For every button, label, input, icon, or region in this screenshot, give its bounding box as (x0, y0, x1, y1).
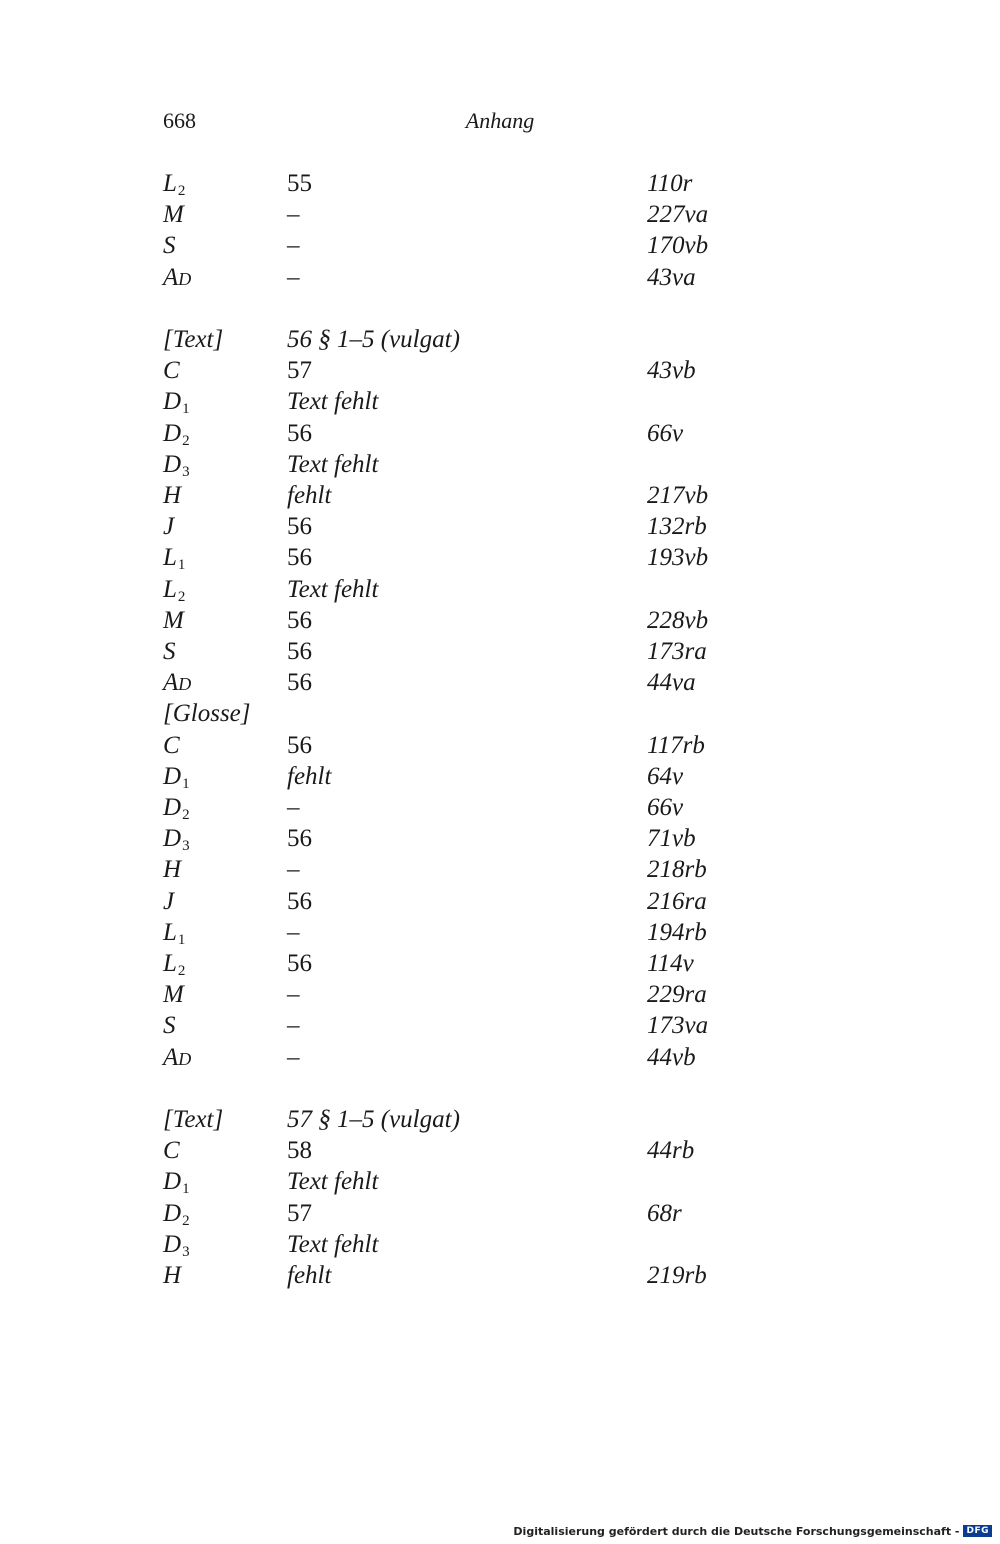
folio-ref: 170vb (647, 232, 709, 260)
chapter-ref: 56 (287, 950, 312, 977)
siglum-subscript: 3 (182, 1243, 190, 1260)
siglum-subscript: 3 (182, 463, 190, 480)
siglum-letter: D (163, 450, 182, 478)
footer-text: Digitalisierung gefördert durch die Deutsche Forschungsgemeinschaft - (513, 1524, 960, 1538)
siglum-letter: D (163, 1230, 182, 1258)
chapter-ref: – (287, 232, 300, 260)
table-row (0, 917, 1000, 948)
siglum-subscript: 1 (182, 775, 190, 792)
siglum-letter: C (163, 731, 180, 759)
siglum (163, 199, 184, 230)
table-row (0, 574, 1000, 605)
siglum-letter: L (163, 544, 177, 572)
table-row (0, 605, 1000, 636)
siglum (163, 511, 174, 542)
siglum (163, 730, 180, 761)
siglum-letter: L (163, 170, 177, 197)
table-row (0, 886, 1000, 917)
siglum-letter: J (163, 887, 175, 915)
folio-ref: 229ra (647, 981, 707, 1009)
siglum-letter: D (163, 794, 182, 821)
siglum-subscript: 2 (182, 1212, 190, 1229)
table-row (0, 698, 1000, 729)
table-row (0, 480, 1000, 511)
siglum (163, 230, 176, 261)
chapter-ref: – (287, 856, 300, 884)
table-row (0, 1198, 1000, 1229)
table-row (0, 230, 1000, 261)
folio-ref: 217vb (647, 482, 709, 509)
folio-ref: 44va (647, 669, 696, 697)
table-row (0, 542, 1000, 573)
chapter-ref: 56 (287, 887, 312, 915)
chapter-ref: 55 (287, 170, 312, 197)
table-row (0, 730, 1000, 761)
folio-ref: 173va (647, 1012, 709, 1040)
siglum-letter: M (163, 981, 184, 1009)
siglum (163, 1104, 223, 1135)
chapter-ref: – (287, 918, 300, 946)
siglum-letter: J (163, 513, 175, 541)
table-row (0, 761, 1000, 792)
siglum-letter: H (163, 482, 182, 509)
dfg-logo: DFG (963, 1525, 992, 1537)
siglum-subscript: 1 (177, 931, 186, 948)
table-row (0, 1260, 1000, 1291)
table-row (0, 667, 1000, 698)
folio-ref: 117rb (647, 731, 705, 759)
chapter-ref: 56 (287, 544, 312, 572)
folio-ref: 71vb (647, 825, 696, 853)
siglum-smallcap: D (178, 268, 192, 289)
siglum-letter: S (163, 1012, 176, 1040)
chapter-ref: fehlt (287, 762, 332, 790)
siglum-letter: L (163, 950, 177, 977)
siglum-letter: S (163, 638, 176, 665)
chapter-ref: – (287, 201, 300, 229)
chapter-ref: fehlt (287, 482, 332, 509)
siglum-letter: C (163, 357, 180, 385)
siglum-letter: H (163, 1262, 182, 1289)
table-row (0, 1135, 1000, 1166)
folio-ref: 173ra (647, 638, 707, 665)
siglum (163, 886, 174, 917)
siglum (163, 1010, 176, 1041)
siglum (163, 698, 251, 729)
table-row (0, 449, 1000, 480)
siglum-letter: D (163, 388, 182, 416)
chapter-ref: 56 (287, 731, 312, 759)
folio-ref: 64v (647, 762, 684, 790)
chapter-ref: – (287, 1012, 300, 1040)
siglum (163, 1135, 180, 1166)
folio-ref: 219rb (647, 1262, 707, 1289)
siglum (163, 1260, 181, 1291)
folio-ref: 44vb (647, 1043, 696, 1071)
chapter-ref: 56 (287, 419, 312, 447)
folio-ref: 216ra (647, 887, 707, 915)
table-row (0, 823, 1000, 854)
siglum-letter: D (163, 762, 182, 790)
siglum-subscript: 2 (182, 807, 190, 823)
siglum-letter: M (163, 201, 184, 229)
siglum (163, 979, 184, 1010)
folio-ref: 132rb (647, 513, 707, 541)
chapter-ref: 57 § 1–5 (vulgat) (287, 1106, 460, 1133)
siglum-letter: L (163, 575, 177, 603)
table-row (0, 792, 1000, 823)
folio-ref: 66v (647, 419, 684, 447)
siglum-letter: [Text] (163, 1106, 224, 1133)
siglum-letter: [Text] (163, 326, 224, 353)
siglum (163, 854, 181, 885)
running-title: Anhang (465, 108, 535, 133)
chapter-ref: Text fehlt (287, 1230, 379, 1258)
folio-ref: 218rb (647, 856, 707, 884)
siglum-letter: M (163, 606, 184, 634)
table-row (0, 262, 1000, 293)
folio-ref: 68r (647, 1199, 682, 1227)
table-row (0, 854, 1000, 885)
table-row (0, 1104, 1000, 1135)
table-row (0, 355, 1000, 386)
page-number: 668 (163, 108, 196, 133)
siglum-letter: H (163, 856, 182, 884)
table-row (0, 1010, 1000, 1041)
table-row (0, 418, 1000, 449)
table-row (0, 948, 1000, 979)
folio-ref: 193vb (647, 544, 709, 572)
siglum (163, 324, 223, 355)
table-row (0, 386, 1000, 417)
chapter-ref: – (287, 981, 300, 1009)
siglum-subscript: 2 (177, 588, 186, 605)
table-row (0, 511, 1000, 542)
siglum (163, 262, 191, 295)
chapter-ref: 57 (287, 1199, 312, 1227)
folio-ref: 114v (647, 950, 694, 977)
siglum (163, 636, 176, 667)
chapter-ref: fehlt (287, 1262, 332, 1289)
table-row (0, 168, 1000, 199)
siglum-letter: L (163, 918, 177, 946)
siglum-letter: A (163, 669, 179, 697)
table-row (0, 199, 1000, 230)
folio-ref: 44rb (647, 1137, 695, 1165)
siglum (163, 667, 191, 700)
folio-ref: 227va (647, 201, 709, 229)
siglum-subscript: 3 (182, 838, 190, 855)
folio-ref: 194rb (647, 918, 707, 946)
folio-ref: 66v (647, 794, 684, 821)
folio-ref: 110r (647, 170, 693, 197)
folio-ref: 43vb (647, 357, 696, 385)
siglum (163, 480, 181, 511)
chapter-ref: 58 (287, 1137, 312, 1165)
chapter-ref: – (287, 1043, 300, 1071)
chapter-ref: 56 § 1–5 (vulgat) (287, 326, 460, 353)
chapter-ref: Text fehlt (287, 1168, 379, 1196)
table-row (0, 636, 1000, 667)
siglum-letter: D (163, 1199, 182, 1227)
siglum-subscript: 2 (182, 432, 190, 449)
table-row (0, 1042, 1000, 1073)
chapter-ref: 56 (287, 825, 312, 853)
siglum-letter: D (163, 825, 182, 853)
siglum-letter: D (163, 1168, 182, 1196)
siglum-subscript: 2 (177, 183, 186, 199)
siglum-letter: S (163, 232, 176, 260)
siglum (163, 1042, 191, 1075)
siglum-smallcap: D (178, 674, 192, 695)
siglum-smallcap: D (178, 1048, 192, 1069)
siglum (163, 355, 180, 386)
chapter-ref: 56 (287, 606, 312, 634)
siglum-letter: A (163, 1043, 179, 1071)
chapter-ref: 57 (287, 357, 312, 385)
siglum-subscript: 1 (182, 401, 190, 418)
table-row (0, 1229, 1000, 1260)
folio-ref: 228vb (647, 606, 709, 634)
siglum-letter: A (163, 263, 179, 291)
siglum-subscript: 1 (177, 557, 186, 574)
siglum-letter: D (163, 419, 182, 447)
chapter-ref: 56 (287, 669, 312, 697)
chapter-ref: 56 (287, 513, 312, 541)
chapter-ref: Text fehlt (287, 575, 379, 603)
folio-ref: 43va (647, 263, 696, 291)
chapter-ref: – (287, 794, 300, 821)
table-row (0, 979, 1000, 1010)
siglum-subscript: 2 (177, 963, 186, 979)
funding-footer (513, 1523, 992, 1539)
table-row (0, 324, 1000, 355)
siglum-letter: C (163, 1137, 180, 1165)
siglum-subscript: 1 (182, 1181, 190, 1198)
chapter-ref: 56 (287, 638, 312, 665)
chapter-ref: – (287, 263, 300, 291)
chapter-ref: Text fehlt (287, 388, 379, 416)
table-row (0, 1166, 1000, 1197)
siglum-letter: [Glosse] (163, 700, 251, 728)
siglum (163, 605, 184, 636)
chapter-ref: Text fehlt (287, 450, 379, 478)
